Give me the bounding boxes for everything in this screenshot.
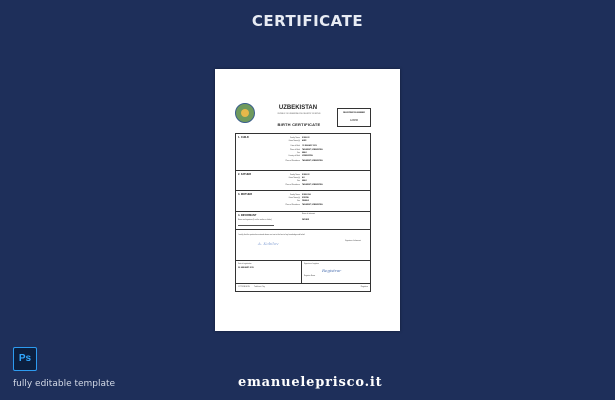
field-value: KOBILOV: [302, 136, 310, 139]
informant-value: FATHER: [302, 219, 310, 221]
field-label: Family Name: [290, 173, 300, 176]
field-label: Place of Residence: [285, 183, 300, 186]
field-value: TASHKENT, UZBEKISTAN: [302, 148, 323, 151]
field-value: MALE: [302, 151, 307, 154]
registration-date-label: Date of registration: [238, 264, 252, 265]
certificate-body: [235, 133, 371, 292]
field-value: KOBILOV: [302, 173, 310, 176]
informant-signature-label: Signature of informant: [345, 241, 361, 242]
footer-region: CITY/REGION: [238, 286, 250, 288]
field-value: MALE: [302, 180, 307, 183]
field-label: Sex: [297, 151, 300, 154]
field-value: KOBILOVA: [302, 193, 311, 196]
photoshop-icon: Ps: [13, 347, 37, 371]
certificate-footer: [236, 284, 370, 291]
field-value: NODIRA: [302, 196, 309, 199]
field-value: UZBEKISTAN: [302, 155, 313, 158]
field-label: Sex: [297, 200, 300, 203]
section-title: 2. FATHER: [238, 173, 252, 176]
footer-city: Tashkent City: [254, 286, 265, 288]
document-title: BIRTH CERTIFICATE: [277, 122, 321, 127]
registration-label: REGISTRATION NUMBER: [343, 112, 365, 114]
informant-signature: A. Kobilov: [258, 241, 279, 246]
country-name: UZBEKISTAN: [278, 105, 318, 111]
section-title: 3. MOTHER: [238, 193, 253, 196]
certification-statement: I certify that the particulars entered above are true to the best of my knowledge and belief.: [238, 234, 306, 236]
birth-certificate: [235, 97, 371, 316]
field-label: Place of Birth: [289, 148, 300, 151]
field-label: Given Name(s): [288, 176, 300, 179]
informant-label: Name of informant: [302, 214, 316, 215]
section-title: 1. CHILD: [238, 136, 249, 139]
field-row: [266, 203, 370, 206]
field-value: 15 JANUARY 2019: [302, 145, 317, 148]
field-label: Place of Residence: [285, 160, 300, 163]
field-label: Given Name(s): [288, 139, 300, 142]
informant-instructions: Name and signature (if not the mother or father): [238, 220, 272, 221]
field-label: Country of Birth: [288, 155, 300, 158]
registration-value: 123456: [350, 119, 358, 122]
registration-box: [337, 108, 371, 127]
website-link[interactable]: emanueleprisco.it: [238, 375, 383, 390]
state-emblem-icon: [235, 103, 255, 123]
field-label: Sex: [297, 180, 300, 183]
template-caption: fully editable template: [13, 379, 116, 389]
certificate-header: [235, 97, 371, 133]
field-value: AMIR: [302, 139, 307, 142]
registrar-signature: Registrar: [322, 268, 342, 273]
section-certification: [236, 230, 370, 261]
registration-date-value: 20 JANUARY 2019: [238, 267, 254, 269]
field-label: Family Name: [290, 136, 300, 139]
field-value: FEMALE: [302, 200, 309, 203]
field-row: [266, 160, 370, 163]
section-registrar: [236, 261, 370, 284]
registrar-name-label: Registrar Name: [304, 276, 316, 277]
footer-registrar: Registrar: [360, 286, 368, 288]
field-label: Date of Birth: [290, 145, 300, 148]
field-label: Given Name(s): [288, 196, 300, 199]
certificate-paper: [215, 69, 400, 331]
page-title: CERTIFICATE: [251, 12, 364, 30]
field-value: TASHKENT, UZBEKISTAN: [302, 183, 323, 186]
section-child: [236, 134, 370, 171]
field-value: TASHKENT, UZBEKISTAN: [302, 160, 323, 163]
field-row: [266, 183, 370, 186]
section-father: [236, 171, 370, 191]
registrar-signature-label: Signature of registrar: [304, 264, 319, 265]
field-label: Place of Residence: [285, 203, 300, 206]
section-mother: [236, 191, 370, 212]
signature-line: [238, 225, 274, 226]
field-value: TASHKENT, UZBEKISTAN: [302, 203, 323, 206]
field-value: ALI: [302, 176, 305, 179]
section-informant: [236, 212, 370, 230]
field-label: Family Name: [290, 193, 300, 196]
registry-subline: REPUBLIC OF UZBEKISTAN CIVIL REGISTRY OF BIRTHS: [277, 114, 321, 115]
section-title: 4. INFORMANT: [238, 214, 257, 217]
